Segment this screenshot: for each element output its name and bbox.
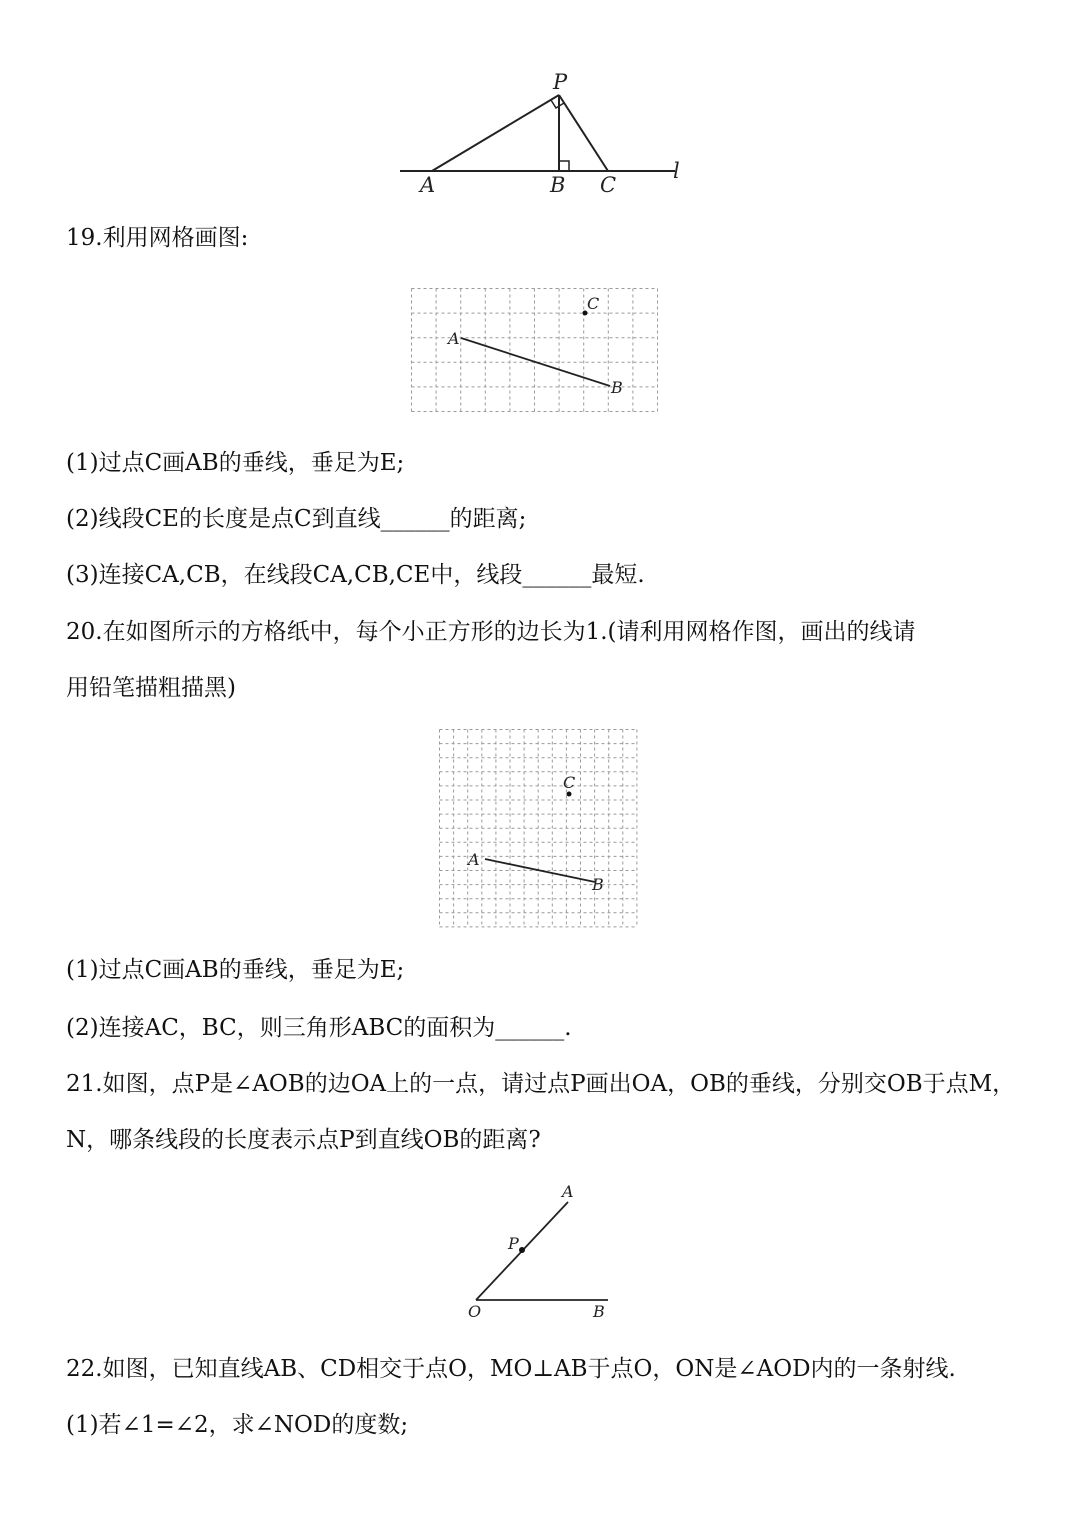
label-a: A	[468, 850, 480, 869]
point-p	[519, 1247, 525, 1253]
q20-title-line2: 用铅笔描粗描黑)	[66, 675, 236, 701]
figure-right-triangle-line-l	[390, 65, 700, 200]
label-b: B	[550, 173, 566, 197]
label-p: P	[508, 1234, 519, 1253]
q21-title-line2: N，哪条线段的长度表示点P到直线OB的距离?	[66, 1127, 541, 1153]
q22-title: 22.如图，已知直线AB、CD相交于点O，MO⊥AB于点O，ON是∠AOD内的一条射线.	[66, 1356, 956, 1382]
segment-pa	[432, 95, 559, 171]
q20-item-1: (1)过点C画AB的垂线，垂足为E;	[66, 957, 405, 983]
right-angle-mark-b	[559, 161, 569, 171]
q19-item-2: (2)线段CE的长度是点C到直线______的距离;	[66, 506, 527, 532]
label-c: C	[587, 294, 600, 313]
label-b: B	[593, 1302, 605, 1321]
q19-item-1: (1)过点C画AB的垂线，垂足为E;	[66, 450, 405, 476]
q19-title: 19.利用网格画图:	[66, 225, 249, 251]
label-a: A	[562, 1182, 574, 1201]
figure-angle-aob	[460, 1180, 620, 1325]
q21-title-line1: 21.如图，点P是∠AOB的边OA上的一点，请过点P画出OA，OB的垂线，分别交OB于点M，	[66, 1071, 1016, 1097]
figure-q20-grid	[438, 728, 638, 928]
q22-item-1: (1)若∠1=∠2，求∠NOD的度数;	[66, 1412, 409, 1438]
point-c	[567, 792, 572, 797]
q20-title-line1: 20.在如图所示的方格纸中，每个小正方形的边长为1.(请利用网格作图，画出的线请	[66, 619, 916, 645]
label-c: C	[600, 173, 617, 197]
label-o: O	[468, 1302, 482, 1321]
q20-item-2: (2)连接AC，BC，则三角形ABC的面积为______.	[66, 1015, 572, 1041]
label-a: A	[420, 173, 436, 197]
q19-item-3: (3)连接CA,CB，在线段CA,CB,CE中，线段______最短.	[66, 562, 645, 588]
label-b: B	[592, 875, 604, 894]
label-b: B	[611, 378, 623, 397]
figure-q19-grid	[410, 287, 660, 413]
segment-pc	[559, 95, 608, 171]
label-l: l	[673, 159, 680, 183]
label-a: A	[448, 329, 460, 348]
label-c: C	[563, 773, 576, 792]
label-p: P	[553, 70, 568, 94]
